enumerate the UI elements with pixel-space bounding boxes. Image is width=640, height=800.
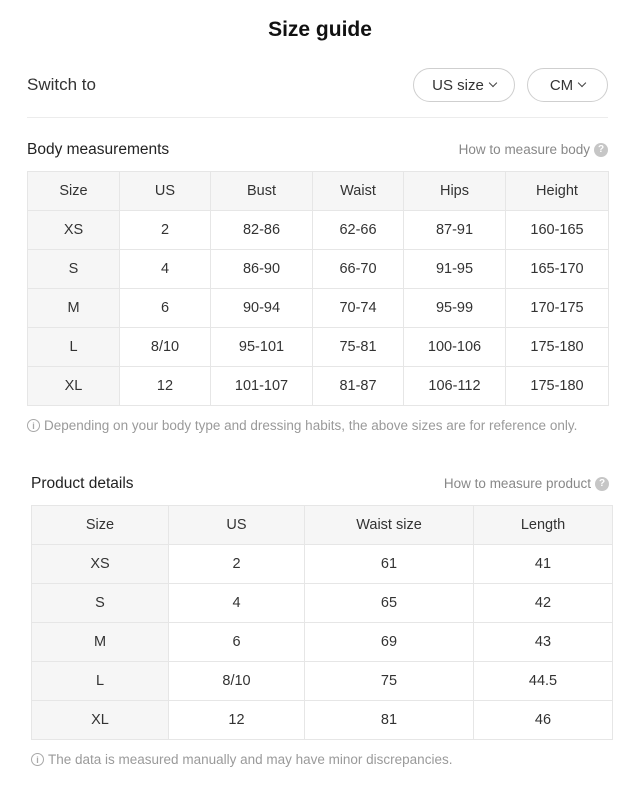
table-cell: 2 [169,545,305,584]
table-cell: 65 [305,584,474,623]
body-measurements-table [27,171,609,406]
table-cell: 43 [474,623,613,662]
product-details-table [31,505,613,740]
table-cell: 4 [120,250,211,289]
table-cell: 175-180 [506,328,609,367]
table-cell: 100-106 [404,328,506,367]
switch-row [27,68,608,102]
size-cell: XS [32,545,169,584]
column-header: Size [28,172,120,211]
how-to-measure-body-label: How to measure body [458,142,590,157]
column-header: Waist size [305,506,474,545]
body-note-text: Depending on your body type and dressing habits, the above sizes are for reference only. [44,418,578,433]
column-header: US [120,172,211,211]
info-icon: i [31,753,44,766]
chevron-down-icon [489,79,497,87]
unit-value: CM [549,76,574,94]
table-row [32,584,613,623]
table-cell: 106-112 [404,367,506,406]
size-cell: M [32,623,169,662]
size-cell: XS [28,211,120,250]
size-cell: XL [28,367,120,406]
table-cell: 175-180 [506,367,609,406]
column-header: Height [506,172,609,211]
table-cell: 12 [169,701,305,740]
column-header: Bust [211,172,313,211]
table-cell: 95-99 [404,289,506,328]
table-cell: 165-170 [506,250,609,289]
table-cell: 75 [305,662,474,701]
size-cell: XL [32,701,169,740]
table-cell: 42 [474,584,613,623]
body-section-title: Body measurements [27,141,170,158]
body-note [27,418,577,433]
table-cell: 44.5 [474,662,613,701]
table-cell: 12 [120,367,211,406]
table-row [28,289,609,328]
help-icon: ? [595,477,609,491]
product-section-header [31,475,609,497]
table-row [32,545,613,584]
size-system-value: US size [432,76,484,94]
size-cell: L [28,328,120,367]
table-cell: 86-90 [211,250,313,289]
body-section-header [27,141,608,163]
table-row [28,211,609,250]
help-icon: ? [594,143,608,157]
table-row [28,367,609,406]
column-header: Size [32,506,169,545]
table-cell: 75-81 [313,328,404,367]
size-cell: S [32,584,169,623]
table-cell: 8/10 [169,662,305,701]
table-cell: 2 [120,211,211,250]
table-row [32,623,613,662]
table-cell: 81-87 [313,367,404,406]
size-cell: L [32,662,169,701]
table-header-row [28,172,609,211]
table-cell: 4 [169,584,305,623]
how-to-measure-body-link[interactable] [459,142,608,157]
product-section-title: Product details [31,475,134,492]
divider [27,117,608,118]
table-cell: 90-94 [211,289,313,328]
table-header-row [32,506,613,545]
how-to-measure-product-link[interactable] [444,476,609,491]
page-title: Size guide [268,18,372,41]
table-cell: 6 [120,289,211,328]
unit-dropdown[interactable] [527,68,608,102]
column-header: Waist [313,172,404,211]
product-note-text: The data is measured manually and may have minor discrepancies. [48,752,453,767]
table-cell: 82-86 [211,211,313,250]
table-row [28,250,609,289]
table-cell: 8/10 [120,328,211,367]
column-header: Hips [404,172,506,211]
table-cell: 46 [474,701,613,740]
table-row [32,701,613,740]
size-cell: S [28,250,120,289]
table-cell: 41 [474,545,613,584]
size-cell: M [28,289,120,328]
column-header: US [169,506,305,545]
column-header: Length [474,506,613,545]
table-cell: 160-165 [506,211,609,250]
table-cell: 101-107 [211,367,313,406]
table-row [28,328,609,367]
table-cell: 87-91 [404,211,506,250]
table-cell: 66-70 [313,250,404,289]
table-row [32,662,613,701]
size-system-dropdown[interactable] [413,68,515,102]
table-cell: 70-74 [313,289,404,328]
chevron-down-icon [578,79,586,87]
table-cell: 81 [305,701,474,740]
table-cell: 61 [305,545,474,584]
product-note [31,752,452,767]
table-cell: 69 [305,623,474,662]
table-cell: 6 [169,623,305,662]
info-icon: i [27,419,40,432]
table-cell: 62-66 [313,211,404,250]
table-cell: 91-95 [404,250,506,289]
switch-label: Switch to [27,75,96,94]
how-to-measure-product-label: How to measure product [443,476,591,491]
table-cell: 95-101 [211,328,313,367]
table-cell: 170-175 [506,289,609,328]
